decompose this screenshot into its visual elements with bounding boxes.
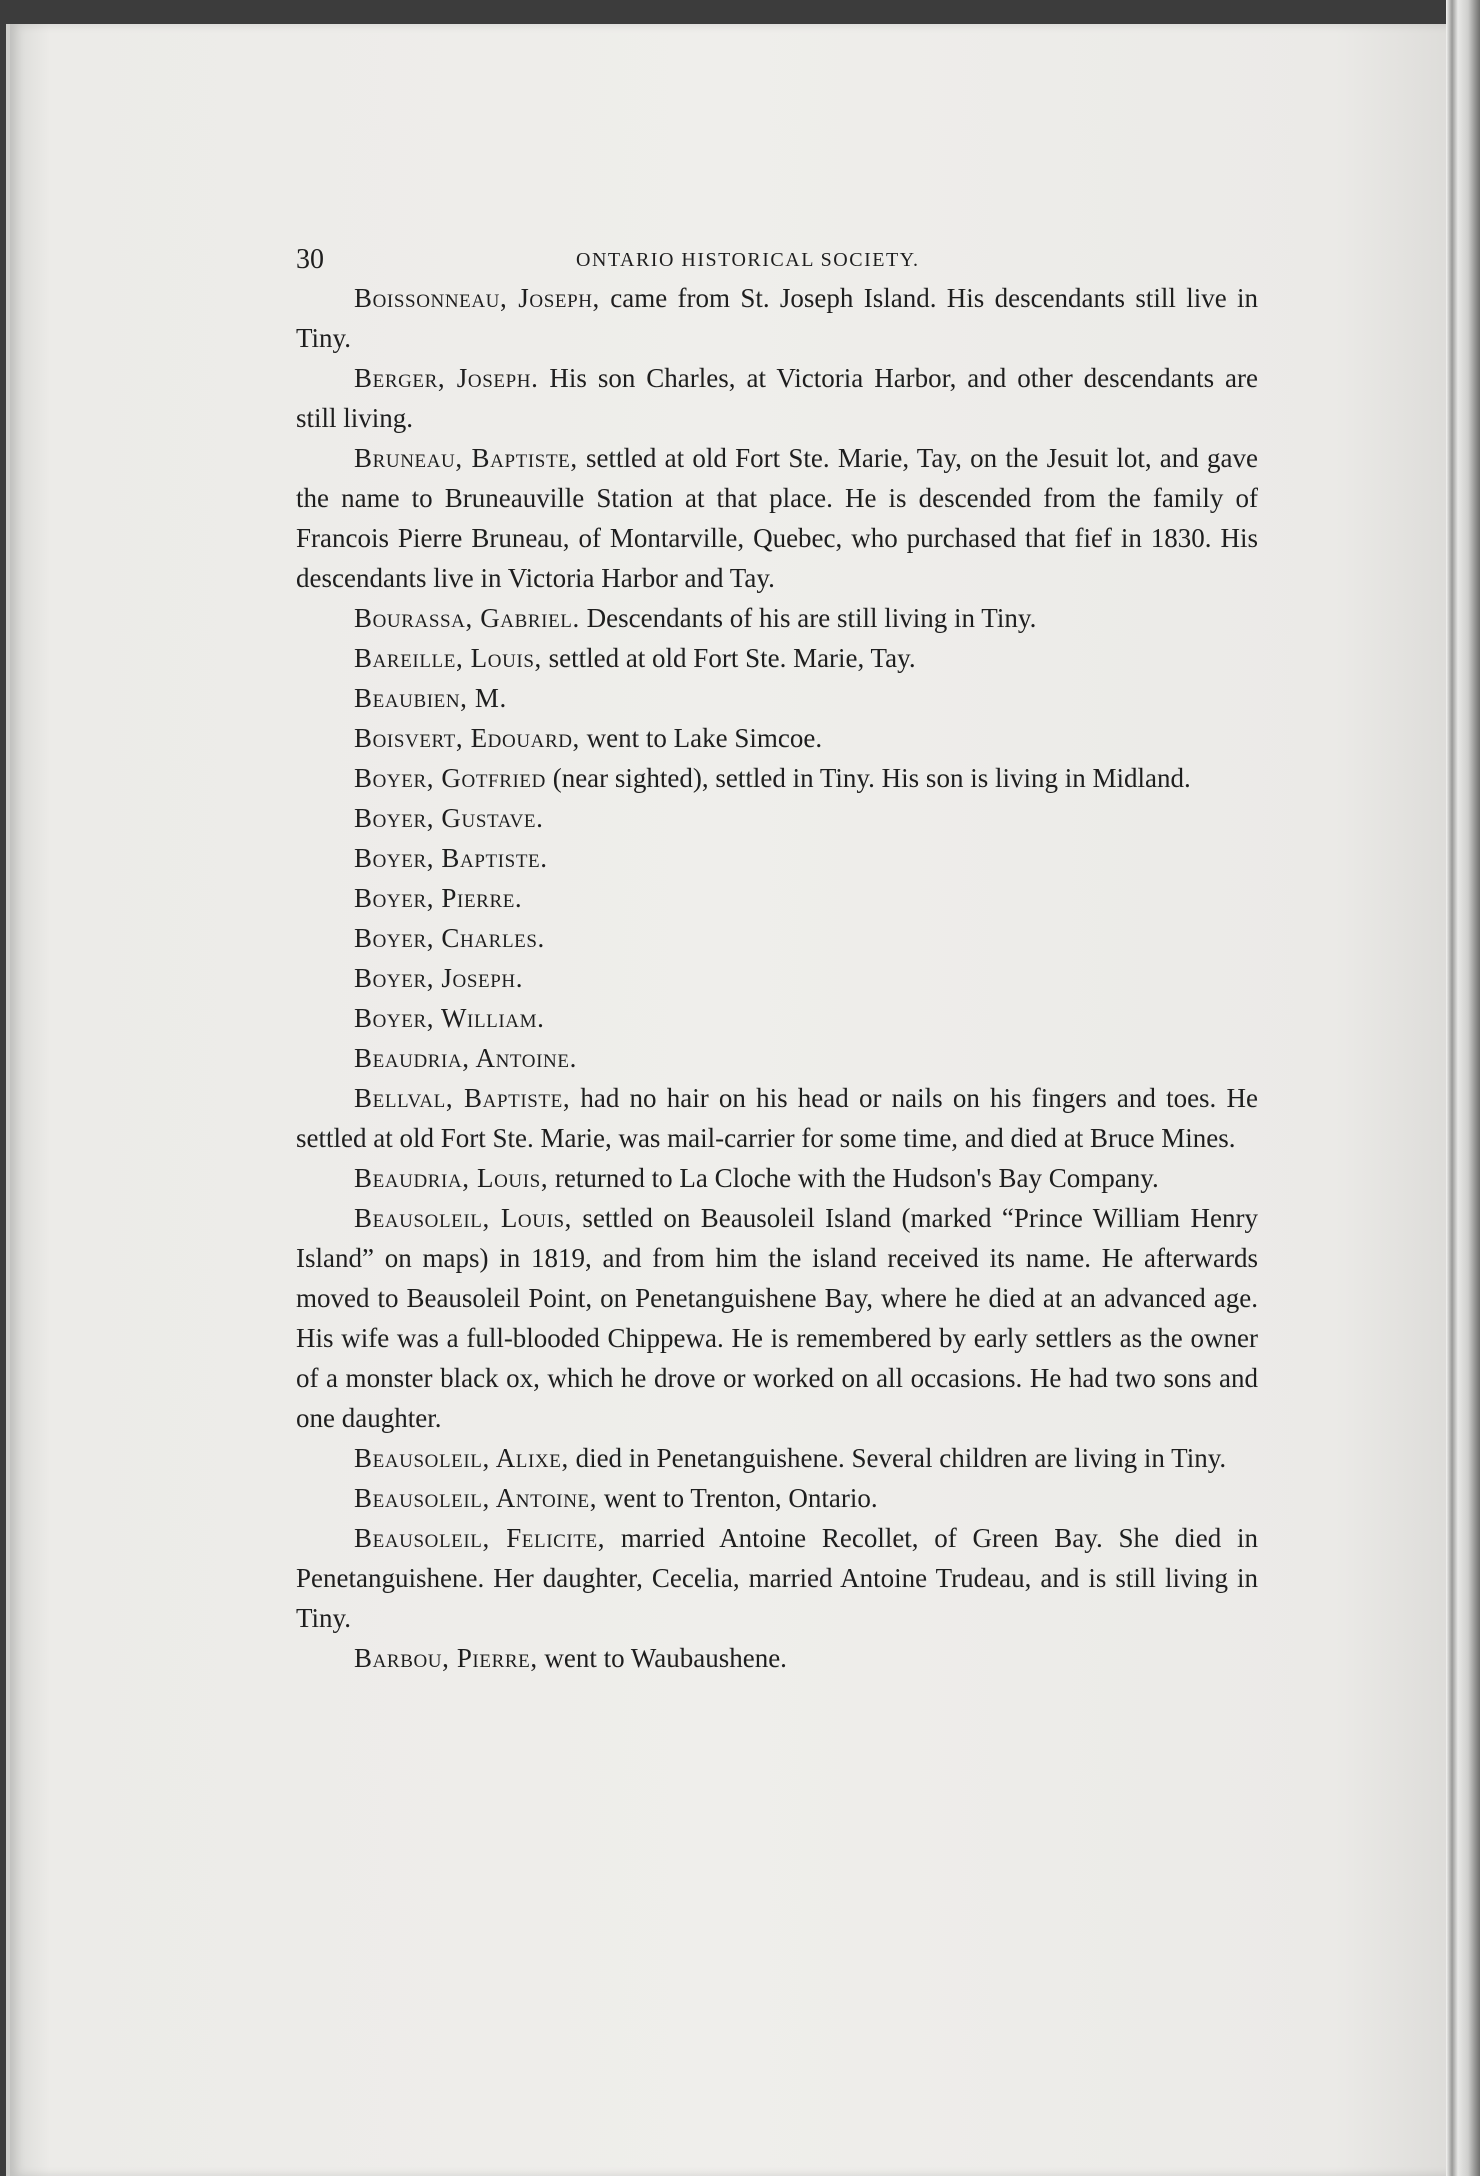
entry-name: Beaudria, Antoine. xyxy=(354,1043,577,1073)
page-text-block xyxy=(296,232,1258,1688)
entry-name: Beaudria, Louis, xyxy=(354,1163,549,1193)
entry-bourassa-gabriel xyxy=(296,598,1258,638)
entry-text: married Antoine Recollet, of Green Bay. She died in Penetanguishene. Her daughter, Cecelia, married Antoine Trudeau, and is still living in Tiny. xyxy=(296,1523,1259,1633)
entry-beausoleil-felicite xyxy=(296,1518,1258,1638)
entry-name: Boissonneau, Joseph, xyxy=(354,283,600,313)
entry-name: Bruneau, Baptiste, xyxy=(354,443,578,473)
entry-text: (near sighted), settled in Tiny. His son is living in Midland. xyxy=(545,763,1191,793)
entry-berger-joseph xyxy=(296,358,1258,438)
entry-bruneau-baptiste xyxy=(296,438,1258,598)
entry-boissonneau-joseph xyxy=(296,278,1258,358)
entry-name: Berger, Joseph. xyxy=(354,363,539,393)
entry-beaudria-antoine xyxy=(296,1038,1258,1078)
entry-name: Beausoleil, Felicite, xyxy=(354,1523,606,1553)
entry-text: settled at old Fort Ste. Marie, Tay. xyxy=(541,643,916,673)
entry-text: returned to La Cloche with the Hudson's Bay Company. xyxy=(548,1163,1159,1193)
entry-name: Beausoleil, Louis, xyxy=(354,1203,573,1233)
entry-name: Boyer, Gotfried xyxy=(354,763,546,793)
book-spine-edge xyxy=(1446,0,1480,2176)
bottom-spacer xyxy=(296,1678,1258,1688)
journal-title: ONTARIO HISTORICAL SOCIETY. xyxy=(576,249,920,271)
entry-name: Boyer, Joseph. xyxy=(354,963,524,993)
entry-bareille-louis xyxy=(296,638,1258,678)
entry-boyer-william xyxy=(296,998,1258,1038)
entry-name: Boyer, Charles. xyxy=(354,923,545,953)
entry-boisvert-edouard xyxy=(296,718,1258,758)
entry-name: Boyer, Pierre. xyxy=(354,883,523,913)
entry-barbou-pierre xyxy=(296,1638,1258,1678)
entry-text: settled on Beausoleil Island (marked “Prince William Henry Island” on maps) in 1819, and from him the island received its name. He afterwards moved to Beausoleil Point, on Penetanguishene Bay, where he died at an advanced age. His wife was a full-blooded Chippewa. He is remembered by early settlers as the owner of a monster black ox, which he drove or worked on all occasions. He had two sons and one daughter. xyxy=(296,1203,1258,1433)
entry-boyer-joseph xyxy=(296,958,1258,998)
running-head xyxy=(296,232,1258,275)
entry-beaudria-louis xyxy=(296,1158,1258,1198)
entry-name: Bareille, Louis, xyxy=(354,643,542,673)
entry-name: Boyer, William. xyxy=(354,1003,545,1033)
entry-text: came from St. Joseph Island. His descendants still live in Tiny. xyxy=(296,283,1259,353)
entry-boyer-gotfried xyxy=(296,758,1258,798)
entry-name: Boyer, Baptiste. xyxy=(354,843,548,873)
entry-name: Boisvert, Edouard, xyxy=(354,723,580,753)
entry-name: Bellval, Baptiste, xyxy=(354,1083,571,1113)
entry-text: went to Trenton, Ontario. xyxy=(597,1483,878,1513)
entry-name: Bourassa, Gabriel. xyxy=(354,603,580,633)
entry-text: Descendants of his are still living in Tiny. xyxy=(579,603,1037,633)
entry-text: went to Waubaushene. xyxy=(537,1643,787,1673)
page-number: 30 xyxy=(296,244,324,275)
entry-name: Boyer, Gustave. xyxy=(354,803,544,833)
entry-beausoleil-louis xyxy=(296,1198,1258,1438)
entry-boyer-gustave xyxy=(296,798,1258,838)
entry-boyer-baptiste xyxy=(296,838,1258,878)
entry-boyer-charles xyxy=(296,918,1258,958)
entry-boyer-pierre xyxy=(296,878,1258,918)
entry-text: died in Penetanguishene. Several children are living in Tiny. xyxy=(568,1443,1227,1473)
entry-name: Beausoleil, Alixe, xyxy=(354,1443,569,1473)
entry-bellval-baptiste xyxy=(296,1078,1258,1158)
entry-name: Beausoleil, Antoine, xyxy=(354,1483,598,1513)
entry-text: went to Lake Simcoe. xyxy=(579,723,823,753)
entry-name: Barbou, Pierre, xyxy=(354,1643,538,1673)
entry-beausoleil-antoine xyxy=(296,1478,1258,1518)
entry-text: had no hair on his head or nails on his fingers and toes. He settled at old Fort Ste. Marie, was mail-carrier for some time, and died at Bruce Mines. xyxy=(296,1083,1258,1153)
entry-beausoleil-alixe xyxy=(296,1438,1258,1478)
entry-name: Beaubien, M. xyxy=(354,683,507,713)
entry-text: settled at old Fort Ste. Marie, Tay, on the Jesuit lot, and gave the name to Bruneauville Station at that place. He is descended from the family of Francois Pierre Bruneau, of Montarville, Quebec, who purchased that fief in 1830. His descendants live in Victoria Harbor and Tay. xyxy=(296,443,1258,593)
entry-text: His son Charles, at Victoria Harbor, and other descendants are still living. xyxy=(296,363,1258,433)
entry-beaubien-m xyxy=(296,678,1258,718)
